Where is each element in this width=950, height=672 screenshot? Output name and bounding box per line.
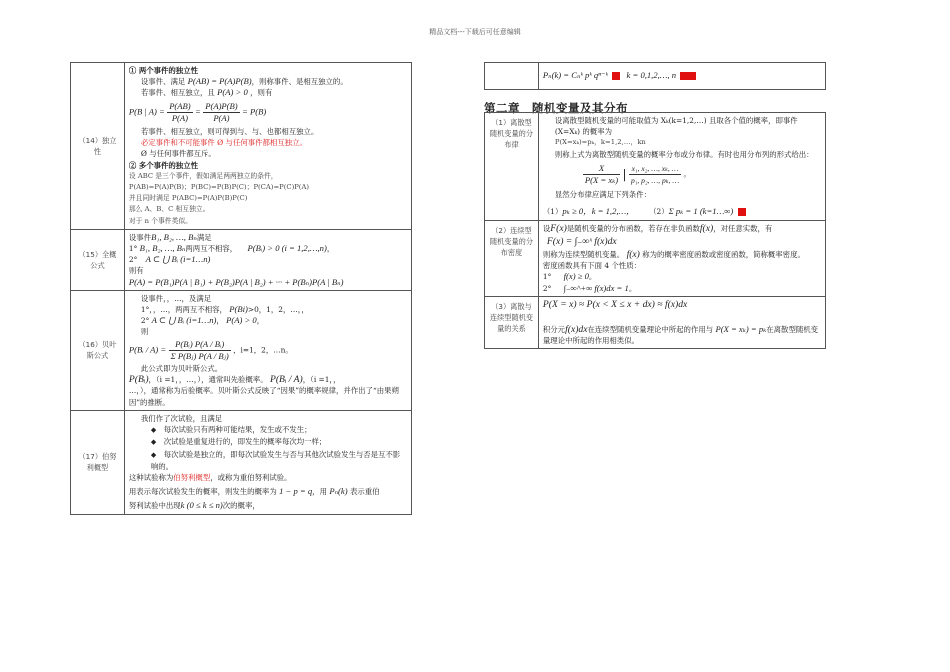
text-line: 若事件、相互独立，且 P(A) > 0 ，则有 xyxy=(140,87,273,98)
row-content xyxy=(124,290,411,410)
left-table xyxy=(70,62,412,515)
formula: P(Bᵢ / A) = $\frac{\text{P(Bᵢ) P(A / Bᵢ)}}{\text{Σ P(Bⱼ) P(A / Bⱼ)}}$ ，i=1，2，…n。 xyxy=(128,338,293,361)
text-line: Ø 与任何事件都互斥。 xyxy=(140,149,216,159)
text-line: 对于 n 个事件类似。 xyxy=(128,216,192,225)
text-line: 设离散型随机变量的可能取值为 Xₖ(k=1,2,…) 且取各个值的概率，即事件 (X=Xₖ) 的概率为 xyxy=(554,116,798,137)
text-line: 设事件、满足 P(AB) = P(A)P(B)，则称事件、是相互独立的。 xyxy=(140,76,348,87)
section-heading: ① 两个事件的独立性 xyxy=(128,66,198,75)
text-line: 若事件、相互独立，则可得到与、与、也都相互独立。 xyxy=(140,127,319,137)
row-content xyxy=(538,296,825,349)
right-top-table xyxy=(484,62,826,90)
text-line: 显然分布律应满足下列条件： xyxy=(554,190,651,200)
formula: P(A) = P(B₁)P(A | B₁) + P(B₂)P(A | B₂) + ··· + P(Bₙ)P(A | Bₙ) xyxy=(128,276,344,287)
text-line: 1° f(x) ≥ 0。 xyxy=(542,271,597,282)
list-item: ◆ 每次试验只有两种可能结果，发生或不发生； xyxy=(150,425,312,435)
red-mark xyxy=(688,72,696,80)
list-item: ◆ 次试验是重复进行的，即发生的概率每次均一样； xyxy=(150,437,327,447)
section-heading: ② 多个事件的独立性 xyxy=(128,160,198,170)
diamond-bullet-icon: ◆ xyxy=(150,438,157,447)
row-content xyxy=(124,229,411,290)
distribution-table: $\frac{X}{\text{P(X = xₖ)}}$ | $\frac{\text{x₁, x₂, …, xₖ, …}}{\text{p₁, p₂, …, pₖ, …}}$ 。 xyxy=(584,162,691,186)
text-line: 我们作了次试验，且满足 xyxy=(140,413,223,423)
text-line: 设事件，，…，及满足 xyxy=(140,293,212,303)
text-line: P(Bᵢ)，（i =1，，…，），通常叫先验概率。 P(Bᵢ / A)，（i =1，， xyxy=(128,374,341,386)
text-line: 设 ABC 是三个事件，假如满足两两独立的条件， xyxy=(128,171,278,180)
formula: P(X = x) ≈ P(x < X ≤ x + dx) ≈ f(x)dx xyxy=(542,298,688,310)
text-line: 密度函数具有下面 4 个性质： xyxy=(542,261,641,271)
row-discrete-continuous-relation xyxy=(485,296,826,349)
text-line: 1°，，…，两两互不相容， P(Bi)>0，1，2，…，， xyxy=(140,304,309,315)
text-line: 并且同时满足 P(ABC)=P(A)P(B)P(C) xyxy=(128,194,248,203)
text-line: …，），通常称为后验概率。贝叶斯公式反映了“因果”的概率规律，并作出了“由果朔因”的推断。 xyxy=(128,386,399,407)
row-content xyxy=(124,410,411,514)
row-label: （15）全概公式 xyxy=(71,229,125,290)
red-mark xyxy=(738,208,746,216)
text-line: （1）pₖ ≥ 0，k = 1,2,…， （2）Σ pₖ = 1 (k=1…∞) xyxy=(543,200,821,217)
text-line: 则称上式为离散型随机变量的概率分布或分布律。有时也用分布列的形式给出： xyxy=(554,149,814,159)
text-line: 积分元f(x)dx在连续型随机变量理论中所起的作用与 P(X = xₖ) = pₖ在离散型随机变量理论中所起的作用相类似。 xyxy=(542,324,819,346)
text-line: 则有 xyxy=(128,266,144,276)
text-line: 1° B₁, B₂, …, Bₙ两两互不相容， P(Bᵢ) > 0 (i = 1,2,…,n)， xyxy=(128,243,335,254)
text-line: 此公式即为贝叶斯公式。 xyxy=(140,364,223,374)
row-content xyxy=(538,220,825,296)
text-line: 必定事件和不可能事件 Ø 与任何事件都相互独立。 xyxy=(140,138,307,148)
row-label: （2）连续型随机变量的分布密度 xyxy=(485,220,539,296)
text-line: P(X=xₖ)=pₖ，k=1,2,…，kn xyxy=(554,138,646,147)
text-line: 努利试验中出现k (0 ≤ k ≤ n)次的概率， xyxy=(128,500,260,511)
formula: P(B | A) = $\frac{P(AB)}{P(A)}$ = $\frac{P(A)P(B)}{P(A)}$ = P(B) xyxy=(128,100,267,123)
row-label xyxy=(485,63,539,90)
text-line: 那么 A、B、C 相互独立。 xyxy=(128,205,210,214)
chapter-title: 第二章 随机变量及其分布 xyxy=(484,101,628,115)
text-line: 设事件B₁, B₂, …, Bₙ满足 xyxy=(128,231,212,242)
row-independence xyxy=(71,63,412,230)
diamond-bullet-icon: ◆ xyxy=(150,426,157,435)
text-line: 2° A ⊂ ⋃ Bᵢ (i=1…n) xyxy=(128,254,211,265)
text-line: 则称为连续型随机变量。 f(x) 称为的概率密度函数或密度函数，简称概率密度。 xyxy=(542,249,805,261)
diamond-bullet-icon: ◆ xyxy=(150,450,157,459)
formula: F(x) = ∫₋∞ˣ f(x)dx xyxy=(546,235,617,247)
text-line: 2° ∫₋∞^+∞ f(x)dx = 1。 xyxy=(542,282,637,293)
row-total-probability xyxy=(71,229,412,290)
row-label: （17）伯努利概型 xyxy=(71,410,125,514)
row-label: （14）独立性 xyxy=(71,63,125,230)
row-content xyxy=(538,113,825,221)
text-line: 这种试验称为伯努利概型，或称为重伯努利试验。 xyxy=(128,472,292,482)
row-continuous-density xyxy=(485,220,826,296)
text-line: 用表示每次试验发生的概率，则发生的概率为 1 − p = q，用 Pₙ(k) 表示重伯 xyxy=(128,486,380,497)
right-table xyxy=(484,112,826,349)
row-content xyxy=(124,63,411,230)
row-content: Pₙ(k) = Cₙᵏ pᵏ qⁿ⁻ᵏ k = 0,1,2,…, n xyxy=(538,63,825,90)
row-label: （1）离散型随机变量的分布律 xyxy=(485,113,539,221)
red-mark xyxy=(680,72,688,80)
page-header: 精品文档---下载后可任意编辑 xyxy=(429,28,521,36)
text-line: 则 xyxy=(140,327,149,337)
text-line: 2° A ⊂ ⋃ Bᵢ (i=1…n)， P(A) > 0， xyxy=(140,315,265,326)
text-line: 设F(x)是随机变量的分布函数，若存在非负函数f(x)，对任意实数，有 xyxy=(542,222,773,234)
row-label: （16）贝叶斯公式 xyxy=(71,290,125,410)
red-mark xyxy=(612,72,620,80)
row-label: （3）离散与连续型随机变量的关系 xyxy=(485,296,539,349)
list-item: ◆ 每次试验是独立的，即每次试验发生与否与其他次试验发生与否是互不影响的。 xyxy=(150,449,401,471)
row-bernoulli-formula xyxy=(485,63,826,90)
row-discrete-distribution xyxy=(485,113,826,221)
text-line: P(AB)=P(A)P(B)；P(BC)=P(B)P(C)；P(CA)=P(C)P(A) xyxy=(128,183,310,192)
row-bernoulli xyxy=(71,410,412,514)
row-bayes xyxy=(71,290,412,410)
